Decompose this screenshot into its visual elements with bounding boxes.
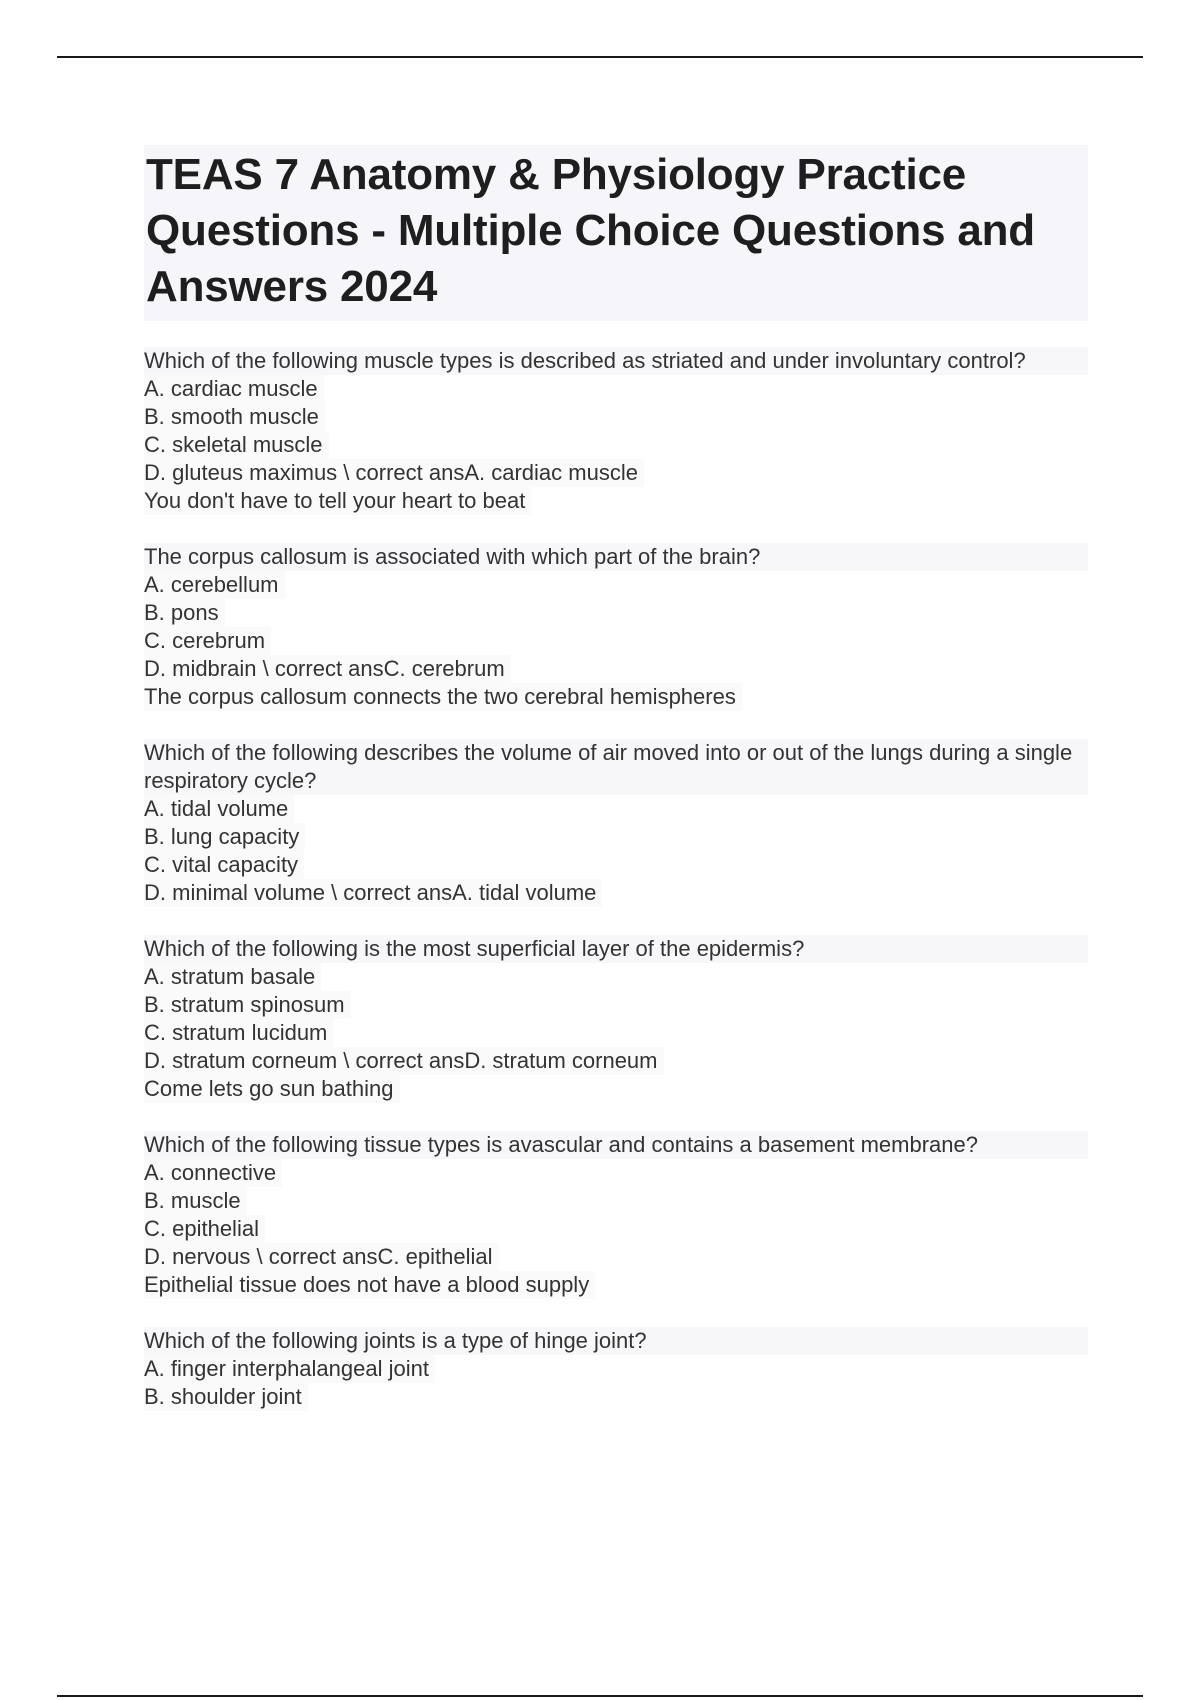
answer-option: C. vital capacity [144, 851, 304, 879]
question-block [144, 739, 1088, 907]
question-block [144, 935, 1088, 1103]
answer-option: B. smooth muscle [144, 403, 325, 431]
answer-option: D. nervous \ correct ansC. epithelial [144, 1243, 499, 1271]
answer-option: A. finger interphalangeal joint [144, 1355, 435, 1383]
answer-explanation: The corpus callosum connects the two cerebral hemispheres [144, 683, 742, 711]
answer-explanation: Come lets go sun bathing [144, 1075, 400, 1103]
question-text: The corpus callosum is associated with which part of the brain? [144, 543, 1088, 571]
answer-explanation: Epithelial tissue does not have a blood supply [144, 1271, 595, 1299]
answer-option: C. stratum lucidum [144, 1019, 333, 1047]
document-body [144, 145, 1088, 1439]
question-text: Which of the following muscle types is described as striated and under involuntary control? [144, 347, 1088, 375]
answer-option: D. midbrain \ correct ansC. cerebrum [144, 655, 511, 683]
answer-option: D. stratum corneum \ correct ansD. stratum corneum [144, 1047, 664, 1075]
question-list [144, 347, 1088, 1411]
answer-option: B. stratum spinosum [144, 991, 351, 1019]
answer-option: C. cerebrum [144, 627, 271, 655]
answer-option: A. tidal volume [144, 795, 294, 823]
title-box [144, 145, 1088, 321]
answer-option: B. shoulder joint [144, 1383, 308, 1411]
question-block [144, 543, 1088, 711]
answer-option: A. connective [144, 1159, 282, 1187]
answer-option: C. epithelial [144, 1215, 265, 1243]
question-text: Which of the following describes the volume of air moved into or out of the lungs during a single respiratory cycle? [144, 739, 1088, 795]
question-block [144, 1327, 1088, 1411]
answer-option: A. stratum basale [144, 963, 321, 991]
answer-option: B. pons [144, 599, 225, 627]
bottom-rule [57, 1695, 1143, 1697]
answer-explanation: You don't have to tell your heart to beat [144, 487, 531, 515]
question-block [144, 347, 1088, 515]
answer-option: D. minimal volume \ correct ansA. tidal volume [144, 879, 602, 907]
question-block [144, 1131, 1088, 1299]
document-title: TEAS 7 Anatomy & Physiology Practice Questions - Multiple Choice Questions and Answers 2024 [146, 150, 1035, 311]
answer-option: A. cardiac muscle [144, 375, 324, 403]
answer-option: D. gluteus maximus \ correct ansA. cardiac muscle [144, 459, 644, 487]
question-text: Which of the following is the most superficial layer of the epidermis? [144, 935, 1088, 963]
top-rule [57, 56, 1143, 58]
answer-option: B. lung capacity [144, 823, 305, 851]
answer-option: B. muscle [144, 1187, 247, 1215]
question-text: Which of the following tissue types is avascular and contains a basement membrane? [144, 1131, 1088, 1159]
answer-option: C. skeletal muscle [144, 431, 329, 459]
question-text: Which of the following joints is a type of hinge joint? [144, 1327, 1088, 1355]
answer-option: A. cerebellum [144, 571, 285, 599]
